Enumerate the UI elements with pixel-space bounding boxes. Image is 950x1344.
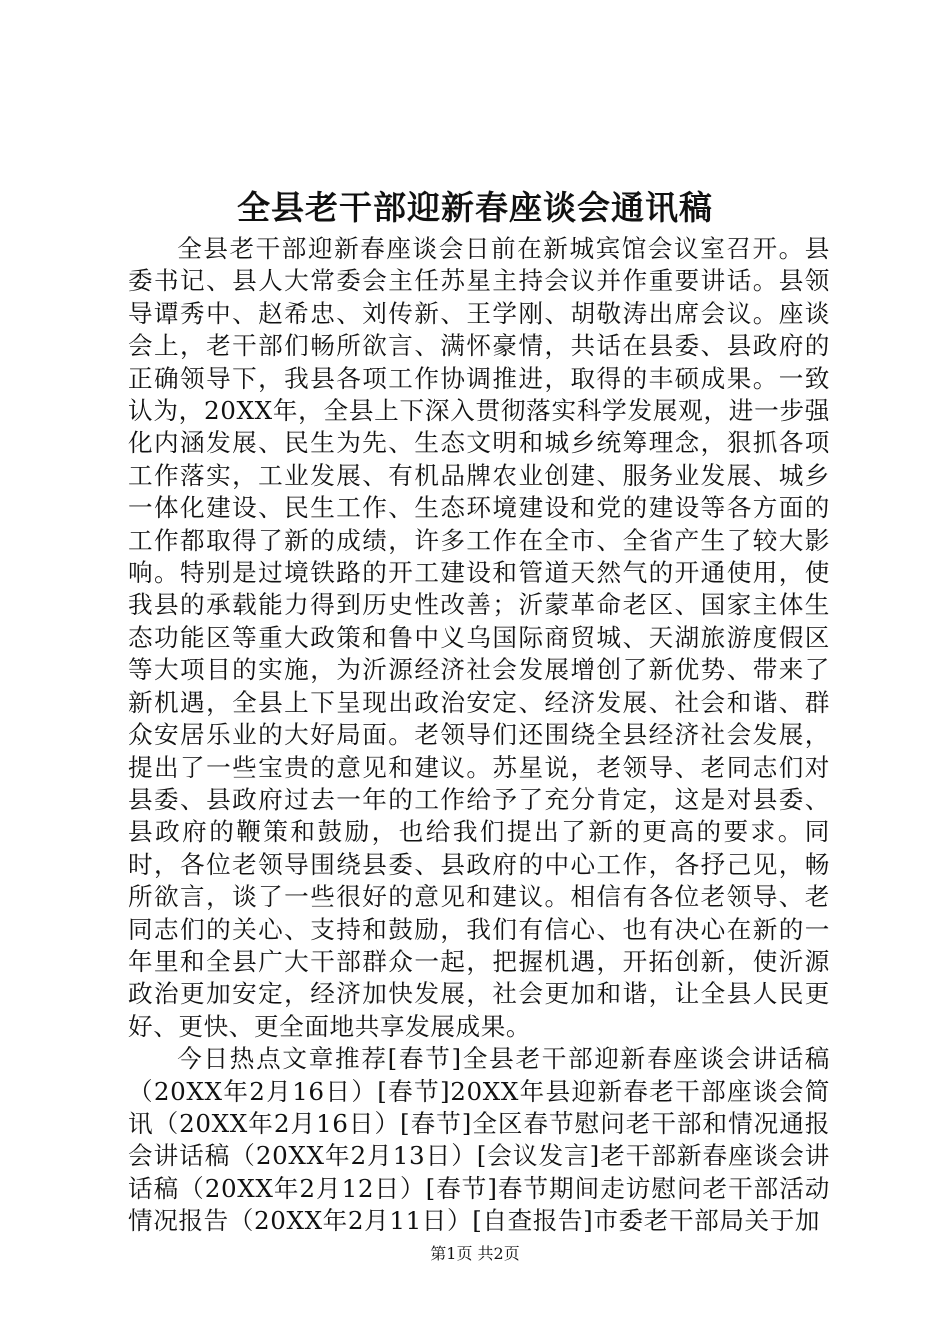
body-paragraph: 全县老干部迎新春座谈会日前在新城宾馆会议室召开。县委书记、县人大常委会主任苏星主持会议并作重要讲话。县领导谭秀中、赵希忠、刘传新、王学刚、胡敬涛出席会议。座谈会上，老干部们畅所欲言、满怀豪情，共话在县委、县政府的正确领导下，我县各项工作协调推进，取得的丰硕成果。一致认为，20XX年，全县上下深入贯彻落实科学发展观，进一步强化内涵发展、民生为先、生态文明和城乡统筹理念，狠抓各项工作落实，工业发展、有机品牌农业创建、服务业发展、城乡一体化建设、民生工作、生态环境建设和党的建设等各方面的工作都取得了新的成绩，许多工作在全市、全省产生了较大影响。特别是过境铁路的开工建设和管道天然气的开通使用，使我县的承载能力得到历史性改善；沂蒙革命老区、国家主体生态功能区等重大政策和鲁中义乌国际商贸城、天湖旅游度假区等大项目的实施，为沂源经济社会发展增创了新优势、带来了新机遇，全县上下呈现出政治安定、经济发展、社会和谐、群众安居乐业的大好局面。老领导们还围绕全县经济社会发展，提出了一些宝贵的意见和建议。苏星说，老领导、老同志们对县委、县政府过去一年的工作给予了充分肯定，这是对县委、县政府的鞭策和鼓励，也给我们提出了新的更高的要求。同时，各位老领导围绕县委、县政府的中心工作，各抒己见，畅所欲言，谈了一些很好的意见和建议。相信有各位老领导、老同志们的关心、支持和鼓励，我们有信心、也有决心在新的一年里和全县广大干部群众一起，把握机遇，开拓创新，使沂源政治更加安定，经济加快发展，社会更加和谐，让全县人民更好、更快、更全面地共享发展成果。 bbox=[128, 234, 830, 1041]
document-body bbox=[128, 233, 830, 1238]
recommended-articles-paragraph: 今日热点文章推荐[春节]全县老干部迎新春座谈会讲话稿（20XX年2月16日）[春节]20XX年县迎新春老干部座谈会简讯（20XX年2月16日）[春节]全区春节慰问老干部和情况通报会讲话稿（20XX年2月13日）[会议发言]老干部新春座谈会讲话稿（20XX年2月12日）[春节]春节期间走访慰问老干部活动情况报告（20XX年2月11日）[自查报告]市委老干部局关于加 bbox=[128, 1044, 830, 1236]
page-number-footer: 第1页 共2页 bbox=[430, 1244, 520, 1263]
document-title: 全县老干部迎新春座谈会通讯稿 bbox=[237, 188, 713, 227]
